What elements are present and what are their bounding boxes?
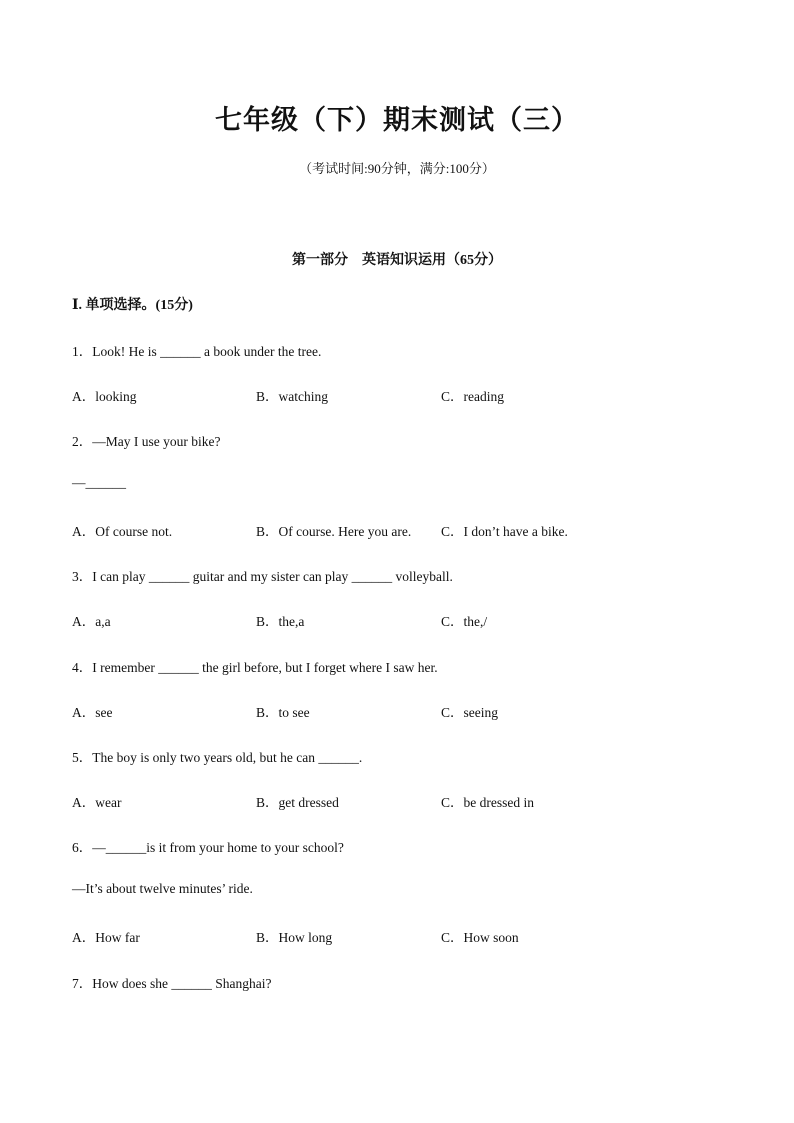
question-6-option-c: C．How soon bbox=[441, 930, 519, 945]
question-3-option-c: C．the,/ bbox=[441, 614, 488, 629]
question-2-option-c: C．I don’t have a bike. bbox=[441, 524, 568, 539]
question-3-stem: 3．I can play ______ guitar and my sister can play ______ volleyball. bbox=[72, 569, 453, 584]
question-3-option-b: B．the,a bbox=[256, 614, 305, 629]
question-5-option-a: A．wear bbox=[72, 795, 122, 810]
question-5-stem: 5．The boy is only two years old, but he can ______. bbox=[72, 750, 363, 765]
question-6-option-b: B．How long bbox=[256, 930, 333, 945]
question-6-stem: 6．—______is it from your home to your school? bbox=[72, 840, 344, 855]
question-2-stem: 2．—May I use your bike? bbox=[72, 434, 221, 449]
part-title: Ⅰ. 单项选择。(15分) bbox=[72, 298, 193, 313]
exam-title: 七年级（下）期末测试（三） bbox=[215, 105, 579, 136]
question-7-stem: 7．How does she ______ Shanghai? bbox=[72, 976, 272, 991]
question-4-option-b: B．to see bbox=[256, 705, 310, 720]
question-1-option-a: A．looking bbox=[72, 389, 137, 404]
question-2-reply: —______ bbox=[72, 475, 126, 490]
question-6-option-a: A．How far bbox=[72, 930, 140, 945]
question-5-option-b: B．get dressed bbox=[256, 795, 339, 810]
question-4-option-a: A．see bbox=[72, 705, 113, 720]
question-2-option-a: A．Of course not. bbox=[72, 524, 173, 539]
question-2-option-b: B．Of course. Here you are. bbox=[256, 524, 412, 539]
question-5-option-c: C．be dressed in bbox=[441, 795, 534, 810]
question-3-option-a: A．a,a bbox=[72, 614, 111, 629]
question-4-option-c: C．seeing bbox=[441, 705, 498, 720]
exam-subtitle: （考试时间:90分钟，满分:100分） bbox=[299, 161, 495, 176]
question-4-stem: 4．I remember ______ the girl before, but I forget where I saw her. bbox=[72, 660, 438, 675]
question-1-option-b: B．watching bbox=[256, 389, 328, 404]
section-title: 第一部分 英语知识运用（65分） bbox=[292, 253, 502, 268]
question-6-reply: —It’s about twelve minutes’ ride. bbox=[72, 881, 253, 896]
question-1-stem: 1．Look! He is ______ a book under the tree. bbox=[72, 344, 322, 359]
question-1-option-c: C．reading bbox=[441, 389, 504, 404]
